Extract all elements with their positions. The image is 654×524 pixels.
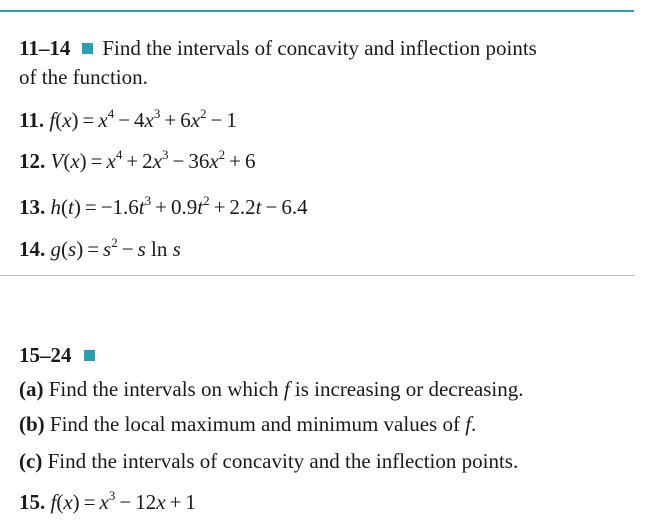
- section1-header: [19, 35, 537, 61]
- section1-range: 11–14: [19, 36, 71, 60]
- problem-number: 11.: [19, 108, 45, 132]
- problem-number: 14.: [19, 237, 46, 261]
- problem-expression: $V(x) = x^4 + 2x^3 - 36x^2 + 6$: [50, 147, 256, 173]
- problem-15: [19, 489, 196, 515]
- section1-instruction-line2: of the function.: [19, 65, 148, 89]
- part-label: (b): [19, 412, 45, 436]
- problem-expression: $f(x) = x^3 - 12x + 1$: [50, 488, 196, 514]
- top-accent-rule: [0, 10, 634, 12]
- problem-13: [19, 194, 308, 220]
- problem-expression: $h(t) = -1.6t^3 + 0.9t^2 + 2.2t - 6.4$: [50, 193, 308, 219]
- square-bullet-icon: [82, 43, 93, 54]
- problem-number: 15.: [19, 490, 46, 514]
- problem-number: 12.: [19, 149, 46, 173]
- problem-expression: $f(x) = x^4 - 4x^3 + 6x^2 - 1$: [49, 106, 237, 132]
- problem-11: [19, 107, 237, 133]
- section1-instruction-line1: Find the intervals of concavity and inflection points: [102, 36, 537, 60]
- part-b: [19, 411, 476, 437]
- problem-number: 13.: [19, 195, 46, 219]
- part-text: Find the local maximum and minimum values of f.: [49, 412, 477, 436]
- problem-12: [19, 148, 256, 174]
- section2-range: 15–24: [19, 343, 72, 367]
- section2-header: [19, 342, 104, 368]
- part-label: (a): [19, 377, 44, 401]
- part-a: [19, 376, 524, 402]
- problem-expression: $g(s) = s^2 - s$ ln s: [50, 235, 181, 261]
- part-c: [19, 448, 518, 474]
- part-label: (c): [19, 449, 43, 473]
- problem-14: [19, 236, 181, 262]
- part-text: Find the intervals on which f is increasing or decreasing.: [48, 377, 524, 401]
- section-divider: [0, 275, 634, 276]
- part-text: Find the intervals of concavity and the inflection points.: [47, 449, 519, 473]
- square-bullet-icon: [84, 350, 95, 361]
